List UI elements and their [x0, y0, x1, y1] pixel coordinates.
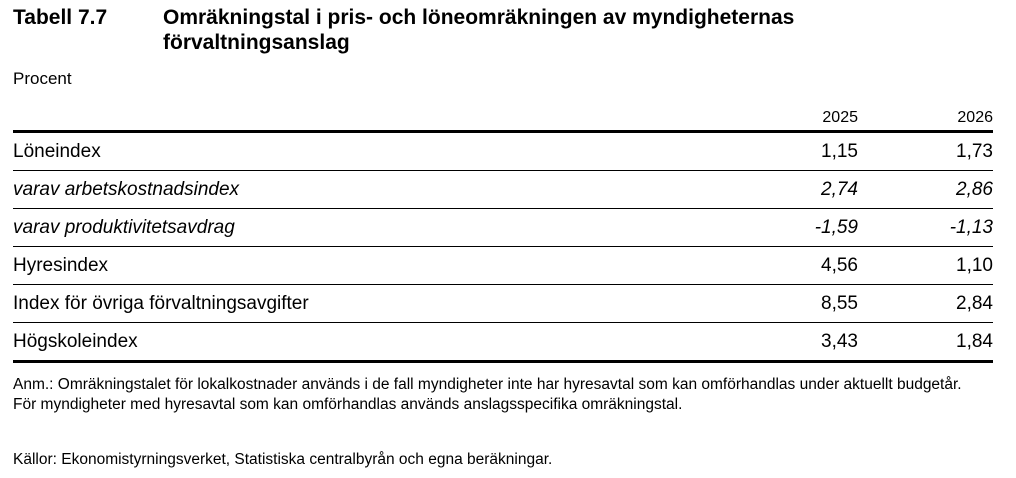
index-table — [13, 102, 993, 363]
cell-2025: 8,55 — [753, 285, 858, 323]
row-label: Löneindex — [13, 132, 753, 171]
unit-label: Procent — [13, 69, 72, 88]
row-label: varav arbetskostnadsindex — [13, 171, 753, 209]
row-label: Hyresindex — [13, 247, 753, 285]
table-source: Källor: Ekonomistyrningsverket, Statistiska centralbyrån och egna beräkningar. — [13, 451, 553, 468]
row-label: varav produktivitetsavdrag — [13, 209, 753, 247]
table-title: Omräkningstal i pris- och löneomräkningen av myndigheternas förvaltningsanslag — [163, 6, 795, 54]
table-row — [13, 209, 993, 247]
row-label: Högskoleindex — [13, 323, 753, 362]
row-label: Index för övriga förvaltningsavgifter — [13, 285, 753, 323]
table-row — [13, 285, 993, 323]
table-note: Anm.: Omräkningstalet för lokalkostnader används i de fall myndigheter inte har hyresavtal som kan omförhandlas under aktuellt budgetår. För myndigheter med hyresavtal som kan omförhandlas används anslagsspecifika omräkningstal. — [13, 376, 962, 413]
cell-2026: 1,10 — [858, 247, 993, 285]
cell-2025: 3,43 — [753, 323, 858, 362]
cell-2026: 1,73 — [858, 132, 993, 171]
column-header-2026: 2026 — [858, 102, 993, 132]
column-header-label — [13, 102, 753, 132]
cell-2026: 2,84 — [858, 285, 993, 323]
cell-2026: 2,86 — [858, 171, 993, 209]
table-row — [13, 247, 993, 285]
cell-2026: 1,84 — [858, 323, 993, 362]
table-number: Tabell 7.7 — [13, 6, 108, 29]
table-caption — [13, 5, 993, 57]
column-header-2025: 2025 — [753, 102, 858, 132]
cell-2025: 4,56 — [753, 247, 858, 285]
table-header-row — [13, 102, 993, 132]
table-row — [13, 323, 993, 362]
table-row — [13, 132, 993, 171]
cell-2025: 2,74 — [753, 171, 858, 209]
cell-2026: -1,13 — [858, 209, 993, 247]
cell-2025: -1,59 — [753, 209, 858, 247]
cell-2025: 1,15 — [753, 132, 858, 171]
table-row — [13, 171, 993, 209]
